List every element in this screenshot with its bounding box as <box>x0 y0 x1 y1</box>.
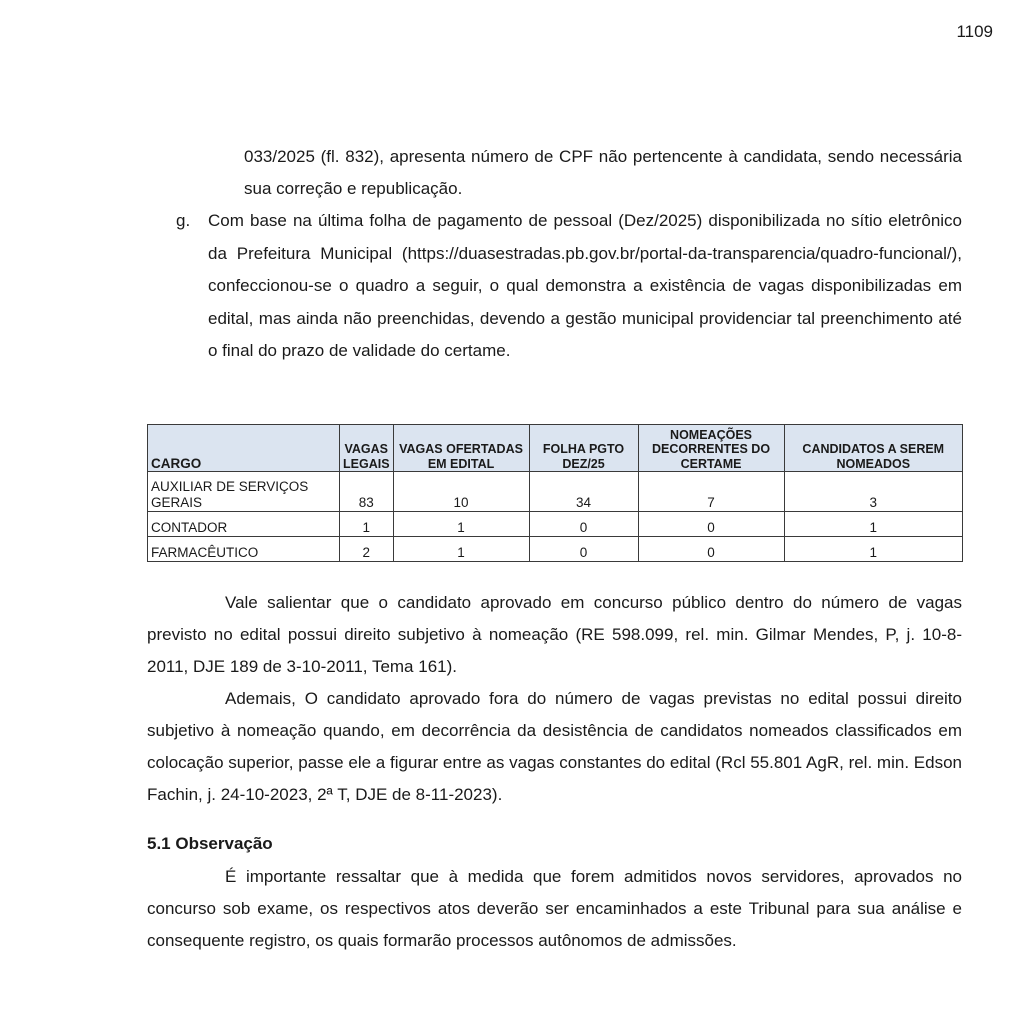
column-header: NOMEAÇÕES DECORRENTES DO CERTAME <box>638 425 784 472</box>
cell: 1 <box>784 512 962 537</box>
cell-cargo: AUXILIAR DE SERVIÇOS GERAIS <box>148 472 340 512</box>
page-number: 1109 <box>956 22 993 41</box>
paragraph-vale-salientar: Vale salientar que o candidato aprovado em concurso público dentro do número de vagas previsto no edital possui direito subjetivo à nomeação (RE 598.099, rel. min. Gilmar Mendes, P, j. 10-8-2011, DJE 189 de 3-10-2011, Tema 161). <box>147 593 962 676</box>
cell: 1 <box>340 512 394 537</box>
cell: 3 <box>784 472 962 512</box>
cell: 34 <box>529 472 638 512</box>
vacancies-table <box>147 424 963 562</box>
section-paragraph: É importante ressaltar que à medida que forem admitidos novos servidores, aprovados no concurso sob exame, os respectivos atos deverão ser encaminhados a este Tribunal para sua análise e consequente registro, os quais formarão processos autônomos de admissões. <box>147 867 962 950</box>
cell: 0 <box>529 512 638 537</box>
continuation-paragraph: 033/2025 (fl. 832), apresenta número de CPF não pertencente à candidata, sendo necessária sua correção e republicação. <box>244 147 962 198</box>
cell: 1 <box>784 537 962 562</box>
list-item-g <box>176 205 962 368</box>
column-header: VAGAS OFERTADAS EM EDITAL <box>393 425 529 472</box>
table-row <box>148 512 963 537</box>
cell: 7 <box>638 472 784 512</box>
cell: 2 <box>340 537 394 562</box>
cell: 1 <box>393 537 529 562</box>
cell: 10 <box>393 472 529 512</box>
paragraph-ademais: Ademais, O candidato aprovado fora do número de vagas previstas no edital possui direito subjetivo à nomeação quando, em decorrência da desistência de candidatos nomeados classificados em colocação superior, passe ele a figurar entre as vagas constantes do edital (Rcl 55.801 AgR, rel. min. Edson Fachin, j. 24-10-2023, 2ª T, DJE de 8-11-2023). <box>147 689 962 804</box>
column-header: CANDIDATOS A SEREM NOMEADOS <box>784 425 962 472</box>
cell: 83 <box>340 472 394 512</box>
cell: 0 <box>638 512 784 537</box>
list-marker: g. <box>176 211 191 230</box>
section-heading: 5.1 Observação <box>147 834 273 853</box>
cell: 1 <box>393 512 529 537</box>
list-item-text: Com base na última folha de pagamento de pessoal (Dez/2025) disponibilizada no sítio eletrônico da Prefeitura Municipal (https://duasestradas.pb.gov.br/portal-da-transparencia/quadro-funcional/), confeccionou-se o quadro a seguir, o qual demonstra a existência de vagas disponibilizadas em edital, mas ainda não preenchidas, devendo a gestão municipal providenciar tal preenchimento até o final do prazo de validade do certame. <box>208 211 962 360</box>
table-row <box>148 472 963 512</box>
cell: 0 <box>529 537 638 562</box>
column-header: VAGAS LEGAIS <box>340 425 394 472</box>
cell-cargo: FARMACÊUTICO <box>148 537 340 562</box>
table-header-row <box>148 425 963 472</box>
table-row <box>148 537 963 562</box>
cell-cargo: CONTADOR <box>148 512 340 537</box>
column-header: FOLHA PGTO DEZ/25 <box>529 425 638 472</box>
cell: 0 <box>638 537 784 562</box>
column-header: CARGO <box>148 425 340 472</box>
